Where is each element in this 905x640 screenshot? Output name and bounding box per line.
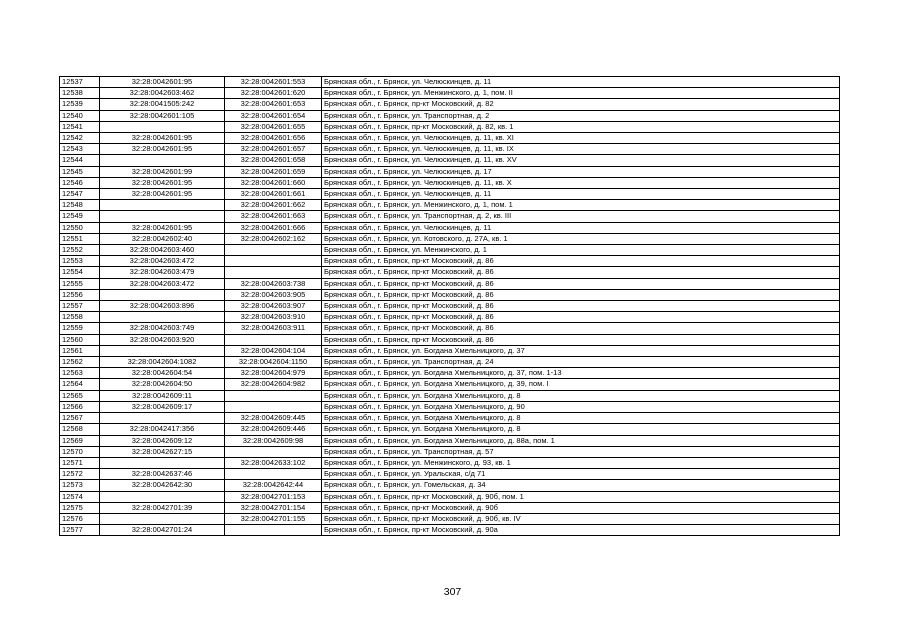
row-number-cell: 12539 bbox=[60, 99, 100, 110]
row-number-cell: 12568 bbox=[60, 424, 100, 435]
row-number-cell: 12555 bbox=[60, 278, 100, 289]
table-row bbox=[60, 312, 840, 323]
table-row bbox=[60, 189, 840, 200]
address-cell: Брянская обл., г. Брянск, пр-кт Московский, д. 86 bbox=[322, 278, 840, 289]
cadastral-number-cell: 32:28:0042609:17 bbox=[100, 401, 225, 412]
table-row bbox=[60, 200, 840, 211]
object-cadastral-number-cell bbox=[225, 525, 322, 536]
row-number-cell: 12565 bbox=[60, 390, 100, 401]
row-number-cell: 12558 bbox=[60, 312, 100, 323]
table-row bbox=[60, 77, 840, 88]
address-cell: Брянская обл., г. Брянск, ул. Богдана Хмельницкого, д. 39, пом. I bbox=[322, 379, 840, 390]
cadastral-number-cell: 32:28:0042604:54 bbox=[100, 368, 225, 379]
cadastral-number-cell: 32:28:0042604:1082 bbox=[100, 357, 225, 368]
object-cadastral-number-cell bbox=[225, 401, 322, 412]
table-row bbox=[60, 413, 840, 424]
object-cadastral-number-cell: 32:28:0042609:445 bbox=[225, 413, 322, 424]
object-cadastral-number-cell: 32:28:0042601:662 bbox=[225, 200, 322, 211]
address-cell: Брянская обл., г. Брянск, ул. Менжинского, д. 1, пом. II bbox=[322, 88, 840, 99]
address-cell: Брянская обл., г. Брянск, ул. Богдана Хмельницкого, д. 8 bbox=[322, 390, 840, 401]
cadastral-number-cell: 32:28:0042601:95 bbox=[100, 77, 225, 88]
row-number-cell: 12559 bbox=[60, 323, 100, 334]
object-cadastral-number-cell bbox=[225, 390, 322, 401]
table-row bbox=[60, 121, 840, 132]
cadastral-number-cell bbox=[100, 345, 225, 356]
cadastral-number-cell bbox=[100, 211, 225, 222]
object-cadastral-number-cell: 32:28:0042609:98 bbox=[225, 435, 322, 446]
address-cell: Брянская обл., г. Брянск, пр-кт Московский, д. 90б, кв. IV bbox=[322, 513, 840, 524]
row-number-cell: 12553 bbox=[60, 256, 100, 267]
cadastral-number-cell: 32:28:0042601:95 bbox=[100, 144, 225, 155]
object-cadastral-number-cell bbox=[225, 267, 322, 278]
row-number-cell: 12546 bbox=[60, 177, 100, 188]
address-cell: Брянская обл., г. Брянск, пр-кт Московский, д. 86 bbox=[322, 312, 840, 323]
table-row bbox=[60, 233, 840, 244]
row-number-cell: 12551 bbox=[60, 233, 100, 244]
address-cell: Брянская обл., г. Брянск, пр-кт Московский, д. 90а bbox=[322, 525, 840, 536]
table-row bbox=[60, 401, 840, 412]
row-number-cell: 12544 bbox=[60, 155, 100, 166]
object-cadastral-number-cell bbox=[225, 256, 322, 267]
table-row bbox=[60, 469, 840, 480]
address-cell: Брянская обл., г. Брянск, ул. Челюскинцев, д. 11, кв. X bbox=[322, 177, 840, 188]
address-cell: Брянская обл., г. Брянск, пр-кт Московский, д. 86 bbox=[322, 334, 840, 345]
address-cell: Брянская обл., г. Брянск, пр-кт Московский, д. 86 bbox=[322, 301, 840, 312]
register-table bbox=[59, 76, 840, 536]
row-number-cell: 12576 bbox=[60, 513, 100, 524]
address-cell: Брянская обл., г. Брянск, ул. Менжинского, д. 1, пом. 1 bbox=[322, 200, 840, 211]
address-cell: Брянская обл., г. Брянск, ул. Челюскинцев, д. 11 bbox=[322, 189, 840, 200]
object-cadastral-number-cell: 32:28:0042601:659 bbox=[225, 166, 322, 177]
address-cell: Брянская обл., г. Брянск, ул. Транспортная, д. 24 bbox=[322, 357, 840, 368]
table-row bbox=[60, 368, 840, 379]
table-row bbox=[60, 88, 840, 99]
table-row bbox=[60, 301, 840, 312]
row-number-cell: 12547 bbox=[60, 189, 100, 200]
table-row bbox=[60, 390, 840, 401]
cadastral-number-cell: 32:28:0042603:749 bbox=[100, 323, 225, 334]
cadastral-number-cell: 32:28:0042701:24 bbox=[100, 525, 225, 536]
cadastral-number-cell: 32:28:0042637:46 bbox=[100, 469, 225, 480]
object-cadastral-number-cell: 32:28:0042601:553 bbox=[225, 77, 322, 88]
table-row bbox=[60, 267, 840, 278]
cadastral-number-cell: 32:28:0041505:242 bbox=[100, 99, 225, 110]
cadastral-number-cell: 32:28:0042609:11 bbox=[100, 390, 225, 401]
address-cell: Брянская обл., г. Брянск, пр-кт Московский, д. 82, кв. 1 bbox=[322, 121, 840, 132]
row-number-cell: 12577 bbox=[60, 525, 100, 536]
address-cell: Брянская обл., г. Брянск, ул. Челюскинцев, д. 11 bbox=[322, 77, 840, 88]
address-cell: Брянская обл., г. Брянск, ул. Богдана Хмельницкого, д. 37 bbox=[322, 345, 840, 356]
object-cadastral-number-cell: 32:28:0042601:657 bbox=[225, 144, 322, 155]
address-cell: Брянская обл., г. Брянск, ул. Челюскинцев, д. 11 bbox=[322, 222, 840, 233]
object-cadastral-number-cell: 32:28:0042601:660 bbox=[225, 177, 322, 188]
address-cell: Брянская обл., г. Брянск, ул. Челюскинцев, д. 11, кв. XI bbox=[322, 133, 840, 144]
object-cadastral-number-cell: 32:28:0042609:446 bbox=[225, 424, 322, 435]
cadastral-number-cell bbox=[100, 457, 225, 468]
address-cell: Брянская обл., г. Брянск, пр-кт Московский, д. 86 bbox=[322, 289, 840, 300]
table-row bbox=[60, 345, 840, 356]
row-number-cell: 12567 bbox=[60, 413, 100, 424]
object-cadastral-number-cell: 32:28:0042603:738 bbox=[225, 278, 322, 289]
cadastral-number-cell: 32:28:0042604:50 bbox=[100, 379, 225, 390]
cadastral-number-cell: 32:28:0042603:896 bbox=[100, 301, 225, 312]
object-cadastral-number-cell: 32:28:0042602:162 bbox=[225, 233, 322, 244]
address-cell: Брянская обл., г. Брянск, ул. Челюскинцев, д. 17 bbox=[322, 166, 840, 177]
object-cadastral-number-cell: 32:28:0042604:982 bbox=[225, 379, 322, 390]
table-row bbox=[60, 323, 840, 334]
address-cell: Брянская обл., г. Брянск, пр-кт Московский, д. 86 bbox=[322, 323, 840, 334]
row-number-cell: 12537 bbox=[60, 77, 100, 88]
object-cadastral-number-cell: 32:28:0042642:44 bbox=[225, 480, 322, 491]
address-cell: Брянская обл., г. Брянск, ул. Богдана Хмельницкого, д. 37, пом. 1-13 bbox=[322, 368, 840, 379]
cadastral-number-cell bbox=[100, 491, 225, 502]
cadastral-number-cell: 32:28:0042601:95 bbox=[100, 177, 225, 188]
object-cadastral-number-cell bbox=[225, 446, 322, 457]
table-row bbox=[60, 491, 840, 502]
address-cell: Брянская обл., г. Брянск, пр-кт Московский, д. 86 bbox=[322, 267, 840, 278]
object-cadastral-number-cell: 32:28:0042603:905 bbox=[225, 289, 322, 300]
cadastral-number-cell: 32:28:0042601:99 bbox=[100, 166, 225, 177]
table-row bbox=[60, 424, 840, 435]
cadastral-number-cell: 32:28:0042601:95 bbox=[100, 133, 225, 144]
table-row bbox=[60, 144, 840, 155]
address-cell: Брянская обл., г. Брянск, ул. Челюскинцев, д. 11, кв. IX bbox=[322, 144, 840, 155]
address-cell: Брянская обл., г. Брянск, ул. Уральская, с/д 71 bbox=[322, 469, 840, 480]
table-row bbox=[60, 334, 840, 345]
cadastral-number-cell bbox=[100, 121, 225, 132]
object-cadastral-number-cell: 32:28:0042601:620 bbox=[225, 88, 322, 99]
register-table-body bbox=[60, 77, 840, 536]
address-cell: Брянская обл., г. Брянск, ул. Богдана Хмельницкого, д. 88а, пом. 1 bbox=[322, 435, 840, 446]
object-cadastral-number-cell: 32:28:0042601:666 bbox=[225, 222, 322, 233]
row-number-cell: 12571 bbox=[60, 457, 100, 468]
cadastral-number-cell: 32:28:0042603:460 bbox=[100, 245, 225, 256]
address-cell: Брянская обл., г. Брянск, ул. Богдана Хмельницкого, д. 90 bbox=[322, 401, 840, 412]
row-number-cell: 12542 bbox=[60, 133, 100, 144]
object-cadastral-number-cell: 32:28:0042601:658 bbox=[225, 155, 322, 166]
address-cell: Брянская обл., г. Брянск, пр-кт Московский, д. 86 bbox=[322, 256, 840, 267]
address-cell: Брянская обл., г. Брянск, пр-кт Московский, д. 82 bbox=[322, 99, 840, 110]
cadastral-number-cell: 32:28:0042601:105 bbox=[100, 110, 225, 121]
table-row bbox=[60, 278, 840, 289]
cadastral-number-cell: 32:28:0042603:920 bbox=[100, 334, 225, 345]
address-cell: Брянская обл., г. Брянск, ул. Гомельская, д. 34 bbox=[322, 480, 840, 491]
address-cell: Брянская обл., г. Брянск, ул. Транспортная, д. 57 bbox=[322, 446, 840, 457]
cadastral-number-cell: 32:28:0042609:12 bbox=[100, 435, 225, 446]
address-cell: Брянская обл., г. Брянск, ул. Менжинского, д. 93, кв. 1 bbox=[322, 457, 840, 468]
object-cadastral-number-cell: 32:28:0042601:663 bbox=[225, 211, 322, 222]
table-row bbox=[60, 457, 840, 468]
address-cell: Брянская обл., г. Брянск, пр-кт Московский, д. 90б, пом. 1 bbox=[322, 491, 840, 502]
cadastral-number-cell: 32:28:0042601:95 bbox=[100, 189, 225, 200]
cadastral-number-cell: 32:28:0042602:40 bbox=[100, 233, 225, 244]
cadastral-number-cell bbox=[100, 155, 225, 166]
object-cadastral-number-cell bbox=[225, 334, 322, 345]
row-number-cell: 12563 bbox=[60, 368, 100, 379]
table-row bbox=[60, 110, 840, 121]
table-row bbox=[60, 435, 840, 446]
object-cadastral-number-cell: 32:28:0042604:104 bbox=[225, 345, 322, 356]
table-row bbox=[60, 155, 840, 166]
row-number-cell: 12561 bbox=[60, 345, 100, 356]
object-cadastral-number-cell: 32:28:0042601:653 bbox=[225, 99, 322, 110]
address-cell: Брянская обл., г. Брянск, пр-кт Московский, д. 90б bbox=[322, 502, 840, 513]
object-cadastral-number-cell: 32:28:0042601:654 bbox=[225, 110, 322, 121]
cadastral-number-cell: 32:28:0042603:479 bbox=[100, 267, 225, 278]
address-cell: Брянская обл., г. Брянск, ул. Богдана Хмельницкого, д. 8 bbox=[322, 413, 840, 424]
table-row bbox=[60, 211, 840, 222]
address-cell: Брянская обл., г. Брянск, ул. Транспортная, д. 2 bbox=[322, 110, 840, 121]
object-cadastral-number-cell: 32:28:0042601:656 bbox=[225, 133, 322, 144]
table-row bbox=[60, 133, 840, 144]
object-cadastral-number-cell bbox=[225, 469, 322, 480]
row-number-cell: 12548 bbox=[60, 200, 100, 211]
cadastral-number-cell: 32:28:0042603:462 bbox=[100, 88, 225, 99]
row-number-cell: 12566 bbox=[60, 401, 100, 412]
row-number-cell: 12572 bbox=[60, 469, 100, 480]
cadastral-number-cell: 32:28:0042642:30 bbox=[100, 480, 225, 491]
cadastral-number-cell: 32:28:0042417:356 bbox=[100, 424, 225, 435]
row-number-cell: 12549 bbox=[60, 211, 100, 222]
object-cadastral-number-cell: 32:28:0042701:154 bbox=[225, 502, 322, 513]
cadastral-number-cell: 32:28:0042627:15 bbox=[100, 446, 225, 457]
row-number-cell: 12564 bbox=[60, 379, 100, 390]
table-row bbox=[60, 446, 840, 457]
page-number: 307 bbox=[443, 586, 462, 598]
cadastral-number-cell: 32:28:0042603:472 bbox=[100, 256, 225, 267]
object-cadastral-number-cell: 32:28:0042601:655 bbox=[225, 121, 322, 132]
cadastral-number-cell: 32:28:0042601:95 bbox=[100, 222, 225, 233]
address-cell: Брянская обл., г. Брянск, ул. Котовского, д. 27А, кв. 1 bbox=[322, 233, 840, 244]
object-cadastral-number-cell: 32:28:0042604:1150 bbox=[225, 357, 322, 368]
cadastral-number-cell bbox=[100, 312, 225, 323]
table-row bbox=[60, 166, 840, 177]
row-number-cell: 12554 bbox=[60, 267, 100, 278]
row-number-cell: 12573 bbox=[60, 480, 100, 491]
address-cell: Брянская обл., г. Брянск, ул. Менжинского, д. 1 bbox=[322, 245, 840, 256]
row-number-cell: 12543 bbox=[60, 144, 100, 155]
address-cell: Брянская обл., г. Брянск, ул. Челюскинцев, д. 11, кв. XV bbox=[322, 155, 840, 166]
row-number-cell: 12556 bbox=[60, 289, 100, 300]
table-row bbox=[60, 480, 840, 491]
cadastral-number-cell bbox=[100, 413, 225, 424]
object-cadastral-number-cell: 32:28:0042603:910 bbox=[225, 312, 322, 323]
table-row bbox=[60, 245, 840, 256]
object-cadastral-number-cell: 32:28:0042603:911 bbox=[225, 323, 322, 334]
table-row bbox=[60, 379, 840, 390]
object-cadastral-number-cell: 32:28:0042701:155 bbox=[225, 513, 322, 524]
object-cadastral-number-cell: 32:28:0042603:907 bbox=[225, 301, 322, 312]
table-row bbox=[60, 502, 840, 513]
cadastral-number-cell: 32:28:0042603:472 bbox=[100, 278, 225, 289]
table-row bbox=[60, 99, 840, 110]
cadastral-number-cell bbox=[100, 513, 225, 524]
row-number-cell: 12552 bbox=[60, 245, 100, 256]
row-number-cell: 12570 bbox=[60, 446, 100, 457]
cadastral-number-cell bbox=[100, 289, 225, 300]
row-number-cell: 12575 bbox=[60, 502, 100, 513]
object-cadastral-number-cell: 32:28:0042601:661 bbox=[225, 189, 322, 200]
address-cell: Брянская обл., г. Брянск, ул. Транспортная, д. 2, кв. III bbox=[322, 211, 840, 222]
object-cadastral-number-cell bbox=[225, 245, 322, 256]
row-number-cell: 12538 bbox=[60, 88, 100, 99]
row-number-cell: 12557 bbox=[60, 301, 100, 312]
row-number-cell: 12562 bbox=[60, 357, 100, 368]
cadastral-number-cell: 32:28:0042701:39 bbox=[100, 502, 225, 513]
object-cadastral-number-cell: 32:28:0042604:979 bbox=[225, 368, 322, 379]
table-row bbox=[60, 357, 840, 368]
table-row bbox=[60, 222, 840, 233]
address-cell: Брянская обл., г. Брянск, ул. Богдана Хмельницкого, д. 8 bbox=[322, 424, 840, 435]
table-row bbox=[60, 256, 840, 267]
object-cadastral-number-cell: 32:28:0042633:102 bbox=[225, 457, 322, 468]
row-number-cell: 12569 bbox=[60, 435, 100, 446]
row-number-cell: 12540 bbox=[60, 110, 100, 121]
table-row bbox=[60, 177, 840, 188]
table-row bbox=[60, 513, 840, 524]
row-number-cell: 12560 bbox=[60, 334, 100, 345]
table-row bbox=[60, 289, 840, 300]
row-number-cell: 12541 bbox=[60, 121, 100, 132]
row-number-cell: 12550 bbox=[60, 222, 100, 233]
row-number-cell: 12574 bbox=[60, 491, 100, 502]
cadastral-number-cell bbox=[100, 200, 225, 211]
object-cadastral-number-cell: 32:28:0042701:153 bbox=[225, 491, 322, 502]
row-number-cell: 12545 bbox=[60, 166, 100, 177]
table-row bbox=[60, 525, 840, 536]
